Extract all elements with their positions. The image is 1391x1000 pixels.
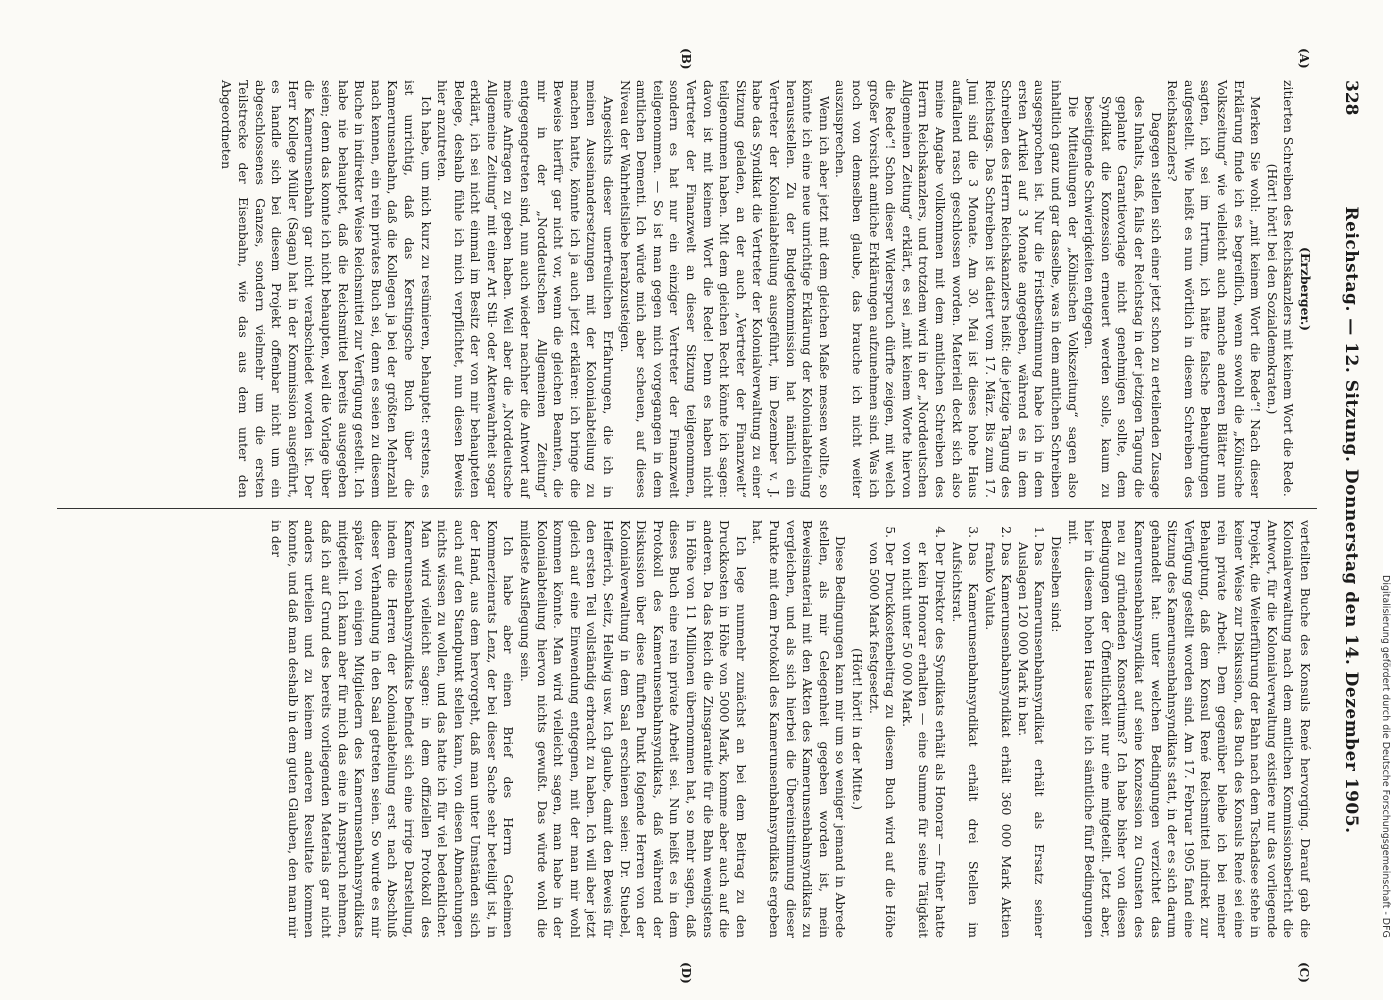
paragraph: zitierten Schreiben des Reichskanzlers mit keinem Wort die Rede.	[1281, 80, 1297, 497]
interjection: (Hört! hört! bei den Sozialdemokraten.)	[1264, 163, 1280, 415]
running-header	[1337, 80, 1361, 960]
interjection: (Hört! hört! in der Mitte.)	[849, 648, 865, 810]
digitization-credit: Digitalisierung gefördert durch die Deutsche Forschungsgemeinschaft - DFG	[1380, 575, 1391, 938]
conditions-list	[865, 520, 1048, 938]
list-item: 2. Das Kamerunsenbahnsyndikat erhält 360 000 Mark Aktien franko Valuta.	[981, 542, 1014, 938]
paragraph: Ich habe aber einen Brief des Herrn Geheimen Kommerzienrats Lenz, der bei dieser Sache sehr beteiligt ist, in der Hand, aus dem hervorgeht, daß man unter Umständen sich auch auf den Standpunkt stellen kann, von diesen Abmachungen nichts wissen zu wollen, und das hatte ich für viel bedenklicher. Man wird vielleicht sagen: in dem offiziellen Protokoll des Kamerunsenbahnsyndikats befindet sich eine irrige Darstellung, indem die Herren der Kolonialabteilung erst nach Abschluß dieser Verhandlung in den Saal getreten seien. So wurde es mir später von einigen Mitgliedern des Kamerunsenbahnsyndikats mitgeteilt. Ich kann aber für mich das eine in Anspruch nehmen, daß ich auf Grund des bereits vorliegenden Materials gar nicht anders urteilen und zu keinem anderen Resultate kommen konnte, und daß man deshalb in dem guten Glauben, den man mir in der	[269, 520, 517, 938]
page-number: 328	[1341, 80, 1361, 116]
list-item: 3. Das Kamerunsenbahnsyndikat erhält drei Stellen im Aufsichtsrat.	[948, 542, 981, 938]
paragraph: Wenn ich aber jetzt mit dem gleichen Maße messen wollte, so könnte ich eine neue unrichtige Erklärung der Kolonialabteilung herausstellen. Zu der Budgetkommission hat nämlich ein Vertreter der Kolonialabteilung ausgeführt, im Dezember v. J. habe das Syndikat die Vertreter der Kolonialverwaltung zu einer Sitzung geladen, an der auch „Vertreter der Finanzwelt“ teilgenommen haben. Mit dem gleichen Recht könnte ich sagen: davon ist mit keinem Wort die Rede! Denn es haben nicht Vertreter der Finanzwelt an dieser Sitzung teilgenommen, sondern es hat nur ein einziger Vertreter der Finanzwelt teilgenommen. — So ist man gegen mich vorgegangen in dem amtlichen Dementi. Ich würde mich aber scheuen, auf dieses Niveau der Wahrheitsliebe herabzusteigen.	[617, 80, 832, 498]
paragraph: Dieselben sind:	[1049, 536, 1065, 633]
paragraph: Ich habe, um mich kurz zu resümieren, behauptet: erstens, es ist unrichtig, daß das Kerstingsche Buch über die Kamerunsenbahn, daß die Kollegen ja bei der größten Mehrzahl nach kennen, ein rein privates Buch sei, denn es seien zu diesem Buche in indirekter Weise Reichsmittel zur Verfügung gestellt. Ich habe nie behauptet, daß die Reichsmittel bereits ausgegeben seien; denn das konnte ich nicht behaupten, weil die Vorlage über die Kamerunsenbahn gar nicht verabschiedet worden ist. Der Herr Kollege Müller (Sagan) hat in der Kommission ausgeführt, es handle sich bei diesem Projekt offenbar nicht um ein abgeschlossenes Ganzes, sondern vielmehr um die ersten Teilstrecke der Eisenbahn, wie das aus dem unter den Abgeordneten	[219, 80, 434, 498]
paragraph: Die Mitteilungen der „Kölnischen Volkszeitung“ sagen also inhaltlich ganz und gar dasselbe, was in dem amtlichen Schreiben ausgesprochen ist. Nur die Fristbestimmung habe ich in dem ersten Artikel auf 3 Monate angegeben, während es in dem Schreiben des Herrn Reichskanzlers heißt: die jetzige Tagung des Reichstags. Das Schreiben ist datiert vom 17. März. Bis zum 17. Juni sind die 3 Monate. Am 30. Mai ist dieses hohe Haus auffallend rasch geschlossen worden. Materiell deckt sich also meine Angabe vollkommen mit dem amtlichen Schreiben des Herrn Reichskanzlers, und trotzdem wird in der „Norddeutschen Allgemeinen Zeitung“ erklärt, es sei „mit keinem Worte hiervon die Rede“! Schon dieser Widerspruch dürfte zeigen, mit welch großer Vorsicht amtliche Erklärungen aufzunehmen sind. Was ich noch von demselben glaube, das brauche ich nicht weiter auszusprechen.	[833, 80, 1081, 498]
column-divider	[57, 508, 1317, 509]
paragraph: Merken Sie wohl: „mit keinem Wort die Rede“! Nach dieser Erklärung finde ich es begreiflich, wenn sowohl die „Kölnische Volkszeitung“ wie vielleicht auch manche anderen Blätter nun sagten, ich sei im Irrtum, ich hätte falsche Behauptungen aufgestellt. Wie heißt es nun wörtlich in diesem Schreiben des Reichskanzlers?	[1165, 80, 1264, 498]
quoted-paragraph: Dagegen stellen sich einer jetzt schon zu erteilenden Zusage des Inhalts, daß, falls der Reichstag in der jetzigen Tagung die geplante Garantievorlage nicht genehmigen sollte, dem Syndikat die Konzession erneuert werden solle, kaum zu beseitigende Schwierigkeiten entgegen.	[1082, 96, 1164, 498]
paragraph: Ich lege nunmehr zunächst an bei dem Beitrag zu den Druckkosten in Höhe von 5000 Mark, komme aber auch auf die anderen. Da das Reich die Zinsgarantie für die Bahn wenigstens in Höhe von 11 Millionen übernommen hat, so mehr sagen, daß dieses Buch eine rein private Arbeit sei. Nun heißt es in dem Protokoll des Kamerunsenbahnsyndikats, daß während der Diskussion über diese fünften Punkt folgende Herren von der Kolonialverwaltung in dem Saal erschienen seien: Dr. Stuebel, Helfferich, Seitz, Hellwig usw. Ich glaube, damit den Beweis für den ersten Teil vollständig erbracht zu haben. Ich will aber jetzt gleich auf eine Einwendung entgegnen, mit der man mir wohl kommen könnte. Man wird vielleicht sagen, man habe in der Kolonialabteilung hiervon nichts gewußt. Das würde wohl die mildeste Ausflegung sein.	[518, 520, 749, 938]
header-title: Reichstag. — 12. Sitzung. Donnerstag den 14. Dezember 1905.	[1341, 206, 1361, 834]
margin-mark-c: (C)	[1297, 962, 1311, 983]
margin-mark-d: (D)	[679, 962, 693, 984]
left-column	[93, 80, 1313, 498]
margin-mark-a: (A)	[1297, 48, 1311, 69]
list-item: 5. Der Druckkostenbeitrag zu diesem Buch wird auf die Höhe von 5000 Mark festgesetzt.	[865, 542, 898, 938]
speaker-label: (Erzberger.)	[1298, 246, 1313, 332]
right-column	[93, 520, 1313, 938]
list-item: 4. Der Direktor des Syndikats erhält als Honorar — früher hatte er kein Honorar erhalten — eine Summe für seine Tätigkeit von nicht unter 50 000 Mark.	[898, 542, 948, 938]
list-item: 1. Das Kamerunsenbahnsyndikat erhält als Ersatz seiner Auslagen 120 000 Mark in bar.	[1014, 542, 1047, 938]
paragraph: Angesichts dieser unerfreulichen Erfahrungen, die ich in meinen Auseinandersetzungen mit der Kolonialabteilung zu machen hatte, könnte ich ja auch jetzt erklären: ich bringe die Beweise hierfür gar nicht vor, wenn die gleichen Beamten, die mir in der „Norddeutschen Allgemeinen Zeitung“ entgegengetreten sind, nun auch wieder nachher die Antwort auf meine Anfragen zu geben haben. Weil aber die „Norddeutsche Allgemeine Zeitung“ mit einer Art Stil- oder Aktenwahrheit sogar erklärt, ich sei nicht einmal im Besitz der von mir behaupteten Belege, deshalb fühle ich mich verpflichtet, nun diesen Beweis hier anzutreten.	[435, 80, 617, 498]
paragraph: verteilten Buche des Konsuls René hervorging. Darauf gab die Kolonialverwaltung nach dem amtlichen Kommissionsbericht die Antwort, für die Kolonialverwaltung existiere nur das vorliegende Projekt, die Weiterführung der Bahn nach dem Tschadsee stehe in keiner Weise zur Diskussion, das Buch des Konsuls René sei eine rein private Arbeit. Dem gegenüber bleibe ich bei meiner Behauptung, daß dem Konsul René Reichsmittel indirekt zur Verfügung gestellt worden sind. Am 17. Februar 1905 fand eine Sitzung des Kamerunsenbahnsyndikats statt, in der es sich darum gehandelt hat: unter welchen Bedingungen verzichtet das Kamerunsenbahnsyndikat auf seine Konzession zu Gunsten des neu zu gründenden Konsortiums? Ich habe bisher von diesen Bedingungen der Öffentlichkeit nur eine mitgeteilt. Jetzt aber, hier in diesem hohen Hause teile ich sämtliche fünf Bedingungen mit.	[1065, 520, 1313, 938]
margin-mark-b: (B)	[679, 48, 693, 70]
paragraph: Diese Bedingungen kann mir um so weniger jemand in Abrede stellen, als mir Gelegenheit gegeben worden ist, mein Beweismaterial mit den Akten des Kamerunsenbahnsyndikats zu vergleichen, und als sich hierbei die Übereinstimmung dieser Punkte mit dem Protokoll des Kamerunsenbahnsyndikats ergeben hat.	[750, 520, 849, 938]
